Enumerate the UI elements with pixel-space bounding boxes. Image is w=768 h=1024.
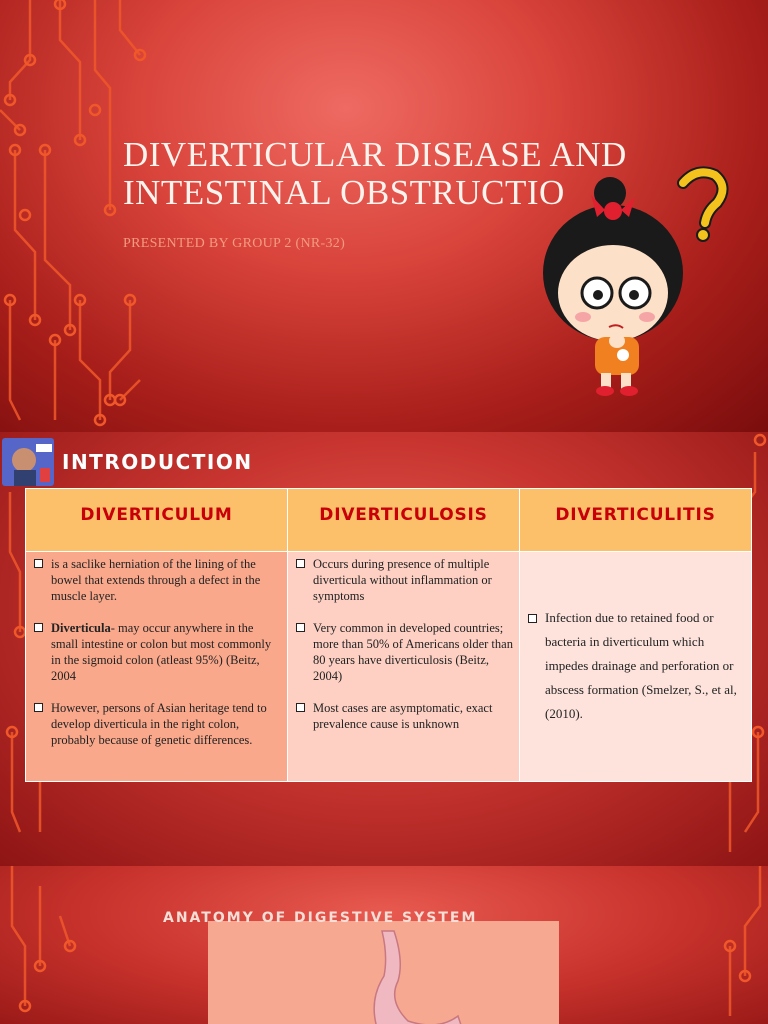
title-line-2: INTESTINAL OBSTRUCTIO xyxy=(123,173,565,212)
introduction-slide xyxy=(0,432,768,866)
anatomy-slide xyxy=(0,866,768,1024)
list-item: Very common in developed countries; more than 50% of Americans older than 80 years have diverticulosis (Beitz, 2004) xyxy=(294,620,513,684)
list-item: Diverticula- may occur anywhere in the small intestine or colon but most commonly in the sigmoid colon (atleast 95%) (Beitz, 2004 xyxy=(32,620,281,684)
checkbox-bullet-icon xyxy=(34,559,43,568)
presenter-image xyxy=(2,438,54,486)
thinking-girl-illustration xyxy=(535,165,735,400)
stomach-illustration xyxy=(208,921,559,1024)
diverticular-table xyxy=(25,488,752,782)
header-diverticulitis: DIVERTICULITIS xyxy=(520,489,752,552)
bold-term: Diverticula xyxy=(51,621,111,635)
list-item: Occurs during presence of multiple diverticula without inflammation or symptoms xyxy=(294,556,513,604)
cell-diverticulum xyxy=(26,552,288,782)
header-diverticulosis: DIVERTICULOSIS xyxy=(288,489,520,552)
list-item: is a saclike herniation of the lining of the bowel that extends through a defect in the muscle layer. xyxy=(32,556,281,604)
title-line-1: DIVERTICULAR DISEASE AND xyxy=(123,135,627,174)
table-header-row xyxy=(26,489,752,552)
checkbox-bullet-icon xyxy=(296,623,305,632)
checkbox-bullet-icon xyxy=(296,559,305,568)
checkbox-bullet-icon xyxy=(296,703,305,712)
table-row xyxy=(26,552,752,782)
anatomy-heading: ANATOMY OF DIGESTIVE SYSTEM xyxy=(163,910,478,926)
checkbox-bullet-icon xyxy=(528,614,537,623)
list-item: Infection due to retained food or bacteria in diverticulum which impedes drainage and perforation or abscess formation (Smelzer, S., et al, (2010). xyxy=(526,606,745,726)
presenter-thumbnail xyxy=(2,438,54,486)
introduction-heading: INTRODUCTION xyxy=(62,450,253,474)
checkbox-bullet-icon xyxy=(34,703,43,712)
question-mark-icon xyxy=(683,172,723,241)
list-item: Most cases are asymptomatic, exact prevalence cause is unknown xyxy=(294,700,513,732)
stomach-image xyxy=(208,921,559,1024)
cell-diverticulitis xyxy=(520,552,752,782)
slide-subtitle: PRESENTED BY GROUP 2 (NR-32) xyxy=(123,236,346,251)
cell-diverticulosis xyxy=(288,552,520,782)
header-diverticulum: DIVERTICULUM xyxy=(26,489,288,552)
title-slide xyxy=(0,0,768,432)
checkbox-bullet-icon xyxy=(34,623,43,632)
list-item: However, persons of Asian heritage tend to develop diverticula in the right colon, probably because of genetic differences. xyxy=(32,700,281,748)
